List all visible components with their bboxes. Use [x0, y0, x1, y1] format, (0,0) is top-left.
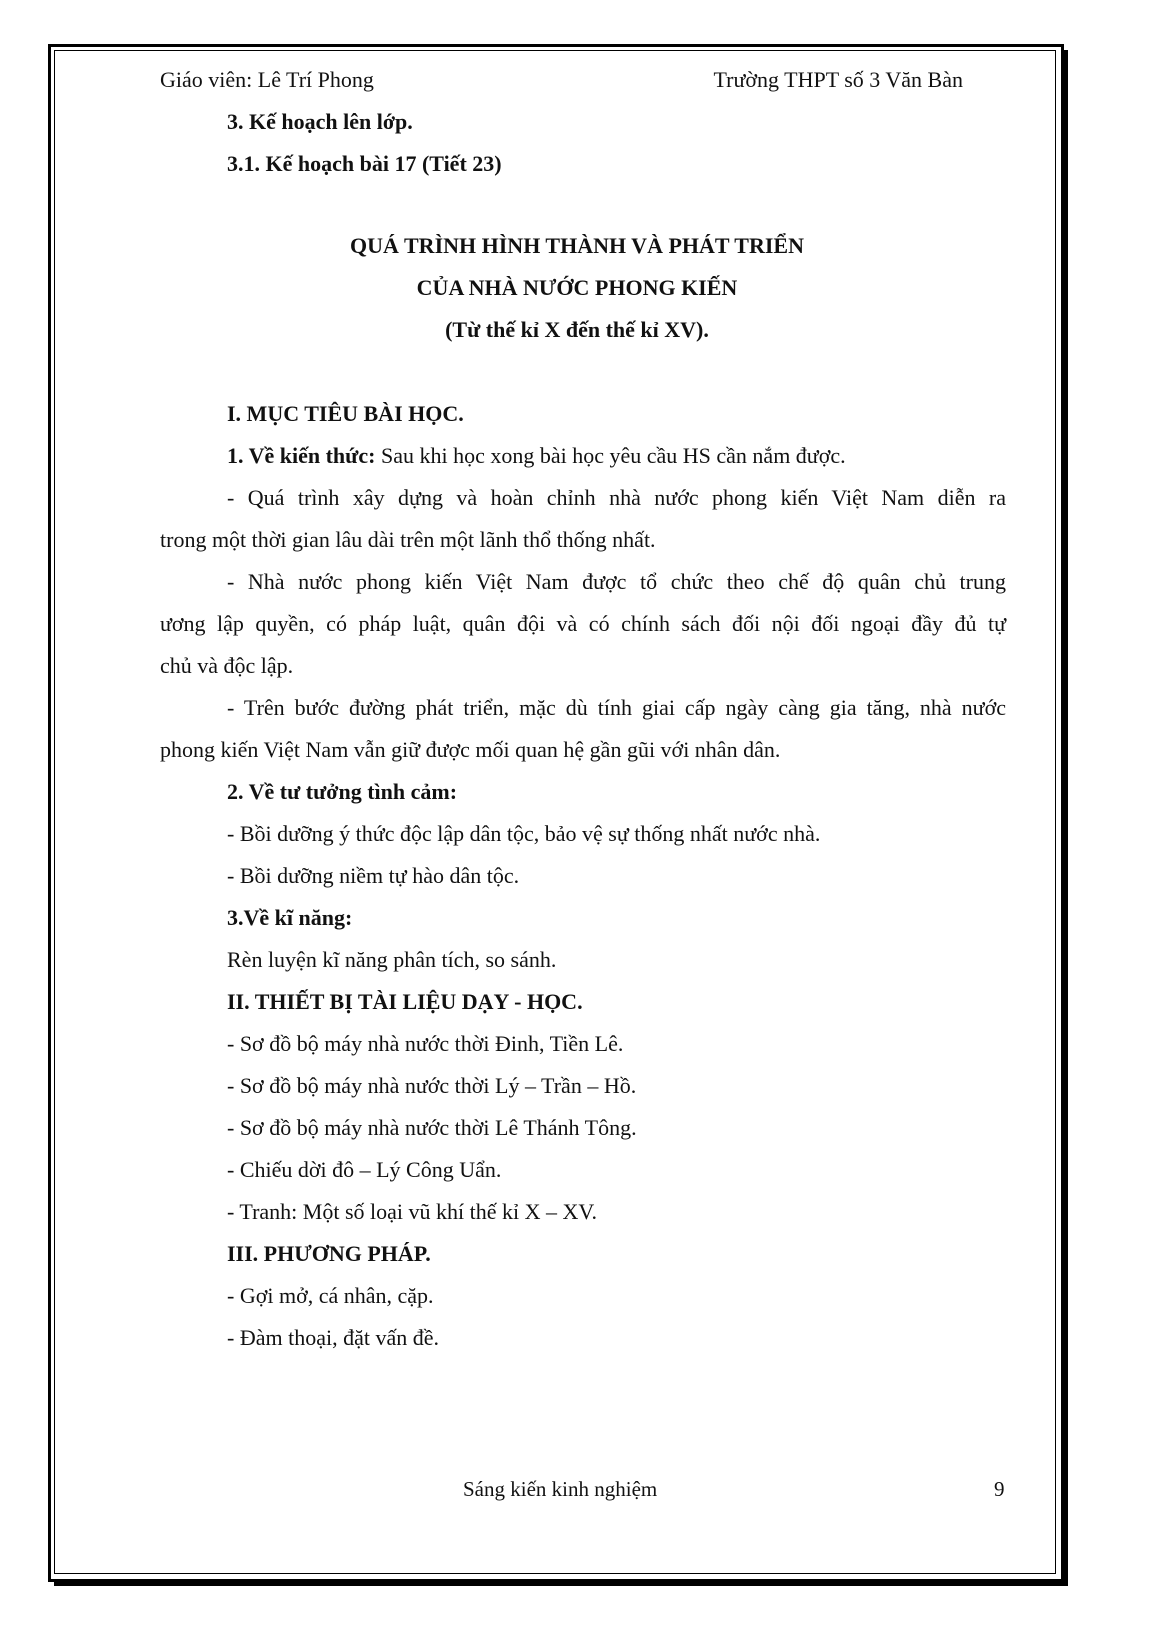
- equipment-item: - Sơ đồ bộ máy nhà nước thời Lê Thánh Tông.: [227, 1115, 637, 1140]
- section2-heading: II. THIẾT BỊ TÀI LIỆU DẠY - HỌC.: [227, 989, 583, 1014]
- section1-heading: I. MỤC TIÊU BÀI HỌC.: [227, 401, 464, 426]
- knowledge-line: [227, 443, 846, 469]
- skills-heading: 3.Về kĩ năng:: [227, 905, 353, 930]
- equipment-item: - Sơ đồ bộ máy nhà nước thời Đinh, Tiền Lê.: [227, 1031, 624, 1056]
- paragraph2-line1: - Nhà nước phong kiến Việt Nam được tổ chức theo chế độ quân chủ trung: [227, 569, 1006, 594]
- skills-text: Rèn luyện kĩ năng phân tích, so sánh.: [227, 947, 557, 972]
- paragraph1-line1: - Quá trình xây dựng và hoàn chỉnh nhà nước phong kiến Việt Nam diễn ra: [227, 485, 1006, 510]
- title-line-2: CỦA NHÀ NƯỚC PHONG KIẾN: [416, 275, 738, 300]
- paragraph2-line2: ương lập quyền, có pháp luật, quân đội và có chính sách đối nội đối ngoại đầy đủ tự: [160, 611, 1006, 636]
- heading-lesson-plan: 3.1. Kế hoạch bài 17 (Tiết 23): [227, 151, 502, 176]
- section3-heading: III. PHƯƠNG PHÁP.: [227, 1241, 431, 1266]
- paragraph2-line3: chủ và độc lập.: [160, 653, 294, 678]
- heading-plan: 3. Kế hoạch lên lớp.: [227, 109, 413, 134]
- equipment-item: - Sơ đồ bộ máy nhà nước thời Lý – Trần – Hồ.: [227, 1073, 637, 1098]
- method-item: - Đàm thoại, đặt vấn đề.: [227, 1325, 439, 1350]
- attitude-heading: 2. Về tư tưởng tình cảm:: [227, 779, 458, 804]
- knowledge-text: Sau khi học xong bài học yêu cầu HS cần nắm được.: [375, 443, 846, 468]
- paragraph1-line2: trong một thời gian lâu dài trên một lãnh thổ thống nhất.: [160, 527, 656, 552]
- paragraph3-line2: phong kiến Việt Nam vẫn giữ được mối quan hệ gần gũi với nhân dân.: [160, 737, 781, 762]
- title-line-3: (Từ thế kỉ X đến thế kỉ XV).: [445, 317, 709, 342]
- knowledge-label: 1. Về kiến thức:: [227, 443, 376, 468]
- header-school: Trường THPT số 3 Văn Bàn: [713, 67, 963, 92]
- equipment-item: - Tranh: Một số loại vũ khí thế kỉ X – XV.: [227, 1199, 597, 1224]
- page-border-shadow-bottom: [54, 1582, 1068, 1586]
- header-teacher: Giáo viên: Lê Trí Phong: [160, 67, 374, 92]
- footer-label: Sáng kiến kinh nghiệm: [463, 1477, 658, 1501]
- method-item: - Gợi mở, cá nhân, cặp.: [227, 1283, 434, 1308]
- attitude-item-2: - Bồi dưỡng niềm tự hào dân tộc.: [227, 863, 520, 888]
- attitude-item-1: - Bồi dưỡng ý thức độc lập dân tộc, bảo vệ sự thống nhất nước nhà.: [227, 821, 821, 846]
- page-number: 9: [994, 1477, 1005, 1501]
- equipment-item: - Chiếu dời đô – Lý Công Uẩn.: [227, 1157, 502, 1182]
- paragraph3-line1: - Trên bước đường phát triển, mặc dù tính giai cấp ngày càng gia tăng, nhà nước: [227, 695, 1006, 720]
- title-line-1: QUÁ TRÌNH HÌNH THÀNH VÀ PHÁT TRIỂN: [350, 233, 804, 258]
